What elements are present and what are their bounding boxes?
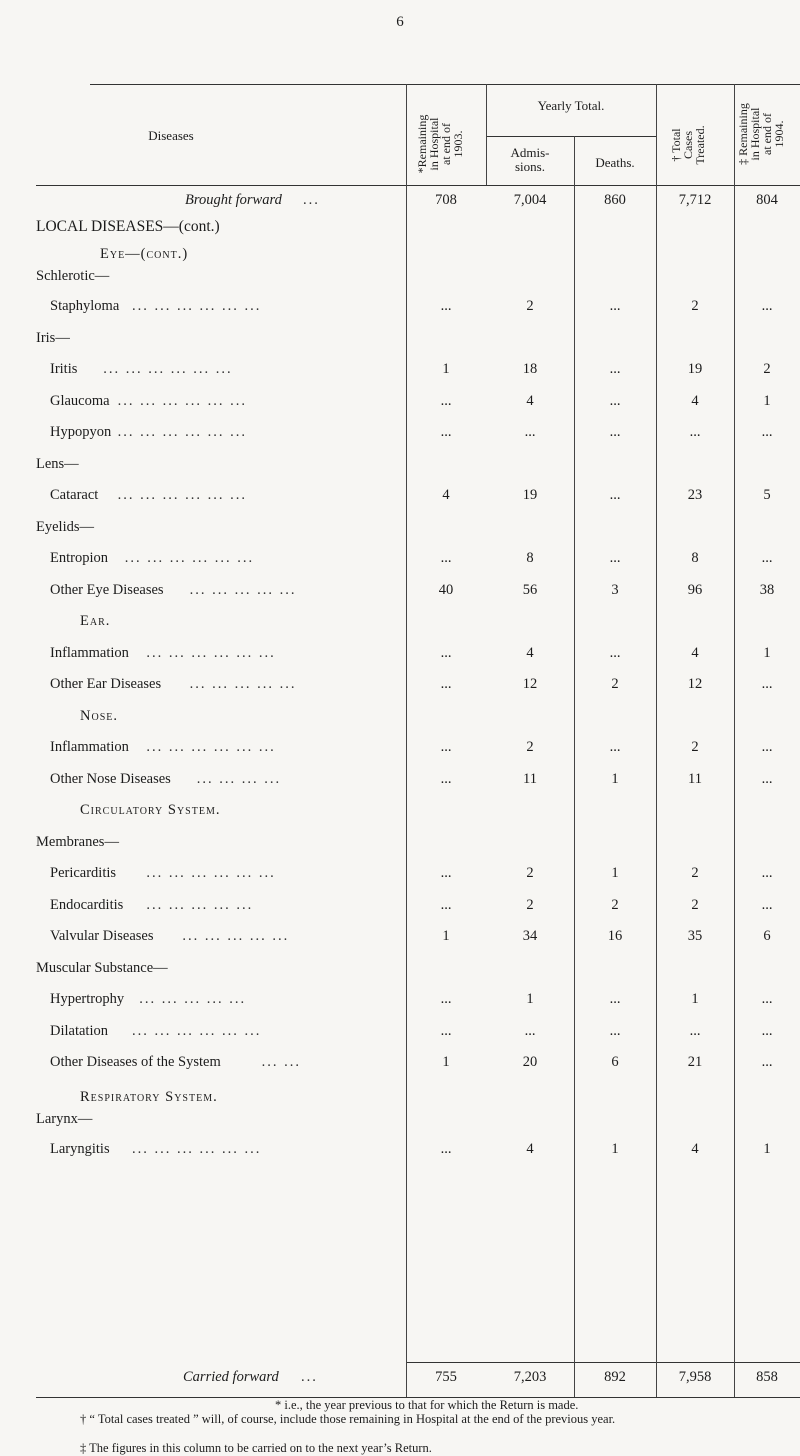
cell-value: 4	[526, 393, 534, 409]
row-label: Inflammation	[50, 739, 129, 755]
cell-value: ...	[761, 1023, 773, 1039]
row-label: Pericarditis	[50, 865, 117, 881]
row-label: Muscular Substance—	[36, 960, 168, 976]
cell-value: 19	[522, 487, 538, 503]
cell-value: ...	[440, 676, 452, 692]
cell-value: 35	[687, 928, 703, 944]
cell-value: ...	[609, 1023, 621, 1039]
cell-value: 1	[763, 393, 771, 409]
cell-value: 96	[687, 582, 703, 598]
cell-value: 16	[607, 928, 623, 944]
cell-value: 858	[756, 1369, 778, 1385]
row-label: Entropion	[50, 550, 108, 566]
cell-value: ...	[761, 771, 773, 787]
leader-dots: ... ... ... ... ... ...	[146, 865, 276, 881]
row-label: Cataract	[50, 487, 99, 503]
leader-dots: ... ...	[261, 1054, 301, 1070]
row-label: Dilatation	[50, 1023, 108, 1039]
footnote-3: ‡ The figures in this column to be carried on to the next year’s Return.	[80, 1441, 432, 1455]
row-label: Eyelids—	[36, 519, 94, 535]
table-row	[0, 519, 800, 539]
leader-dots: ... ... ... ... ... ...	[117, 424, 247, 440]
row-label: Respiratory System.	[80, 1089, 218, 1105]
row-label: Hypopyon	[50, 424, 112, 440]
row-label: Glaucoma	[50, 393, 110, 409]
cell-value: ...	[440, 739, 452, 755]
row-label: Iritis	[50, 361, 78, 377]
leader-dots: ... ... ... ...	[196, 771, 282, 787]
cell-value: 4	[691, 645, 699, 661]
leader-dots: ... ... ... ... ... ...	[103, 361, 233, 377]
row-label: Staphyloma	[50, 298, 120, 314]
row-label: Iris—	[36, 330, 70, 346]
row-label: Membranes—	[36, 834, 119, 850]
table-row	[0, 192, 800, 212]
header-remaining-end: ‡ Remaining in Hospital at end of 1904.	[736, 103, 786, 165]
cell-value: 1	[442, 361, 450, 377]
cell-value: 3	[611, 582, 619, 598]
table-row	[0, 676, 800, 696]
cell-value: 860	[604, 192, 626, 208]
cell-value: 56	[522, 582, 538, 598]
row-label: Other Ear Diseases	[50, 676, 162, 692]
table-row	[0, 424, 800, 444]
cell-value: ...	[440, 865, 452, 881]
table-row	[0, 268, 800, 288]
cell-value: 7,004	[513, 192, 547, 208]
header-diseases: Diseases	[148, 128, 194, 143]
cell-value: ...	[609, 361, 621, 377]
table-row	[0, 1141, 800, 1161]
page-number: 6	[396, 14, 404, 30]
cell-value: ...	[609, 991, 621, 1007]
cell-value: ...	[440, 393, 452, 409]
cell-value: 1	[691, 991, 699, 1007]
header-admissions: Admis- sions.	[510, 145, 550, 174]
cell-value: 1	[442, 928, 450, 944]
cell-value: 2	[691, 897, 699, 913]
cell-value: 1	[611, 865, 619, 881]
row-label: Brought forward	[185, 192, 282, 208]
leader-dots: ... ... ... ... ... ...	[132, 298, 262, 314]
table-row	[0, 218, 800, 238]
row-label: Other Nose Diseases	[50, 771, 171, 787]
row-label: Other Diseases of the System	[50, 1054, 221, 1070]
leader-dots: ... ... ... ... ... ...	[124, 550, 255, 566]
cell-value: ...	[440, 550, 452, 566]
cell-value: 4	[442, 487, 450, 503]
table-row	[0, 834, 800, 854]
cell-value: 1	[763, 645, 771, 661]
table-row	[0, 991, 800, 1011]
cell-value: ...	[609, 739, 621, 755]
cell-value: ...	[689, 424, 701, 440]
table-row	[0, 960, 800, 980]
cell-value: 8	[691, 550, 699, 566]
cell-value: ...	[440, 298, 452, 314]
leader-dots: ... ... ... ... ...	[146, 897, 254, 913]
cell-value: 2	[611, 897, 619, 913]
footnote-2: † “ Total cases treated ” will, of course, include those remaining in Hospital at the end of the previous year.	[80, 1412, 616, 1426]
cell-value: ...	[761, 676, 773, 692]
cell-value: 12	[522, 676, 538, 692]
cell-value: ...	[761, 1054, 773, 1070]
table-row	[0, 1369, 800, 1389]
leader-dots: ... ... ... ... ...	[182, 928, 290, 944]
cell-value: 5	[763, 487, 771, 503]
cell-value: ...	[609, 424, 621, 440]
row-label: Circulatory System.	[80, 802, 221, 818]
leader-dots: ... ... ... ... ... ...	[117, 393, 247, 409]
cell-value: ...	[524, 424, 536, 440]
header-remaining-start: *Remaining in Hospital at end of 1903.	[415, 114, 465, 174]
leader-dots: ... ... ... ... ...	[189, 582, 297, 598]
row-label: Endocarditis	[50, 897, 124, 913]
cell-value: 4	[691, 393, 699, 409]
table-row	[0, 1111, 800, 1131]
cell-value: ...	[761, 424, 773, 440]
cell-value: 1	[526, 991, 534, 1007]
cell-value: ...	[440, 991, 452, 1007]
table-row	[0, 865, 800, 885]
footnote-1: * i.e., the year previous to that for which the Return is made.	[275, 1398, 579, 1412]
table-row	[0, 487, 800, 507]
cell-value: ...	[609, 550, 621, 566]
cell-value: 2	[691, 298, 699, 314]
leader-dots: ...	[303, 192, 320, 208]
cell-value: 7,958	[678, 1369, 712, 1385]
cell-value: ...	[440, 771, 452, 787]
cell-value: 755	[435, 1369, 457, 1385]
cell-value: ...	[440, 1141, 452, 1157]
header-total-cases: † Total Cases Treated.	[669, 125, 707, 165]
cell-value: 1	[442, 1054, 450, 1070]
cell-value: ...	[609, 645, 621, 661]
row-label: Nose.	[80, 708, 118, 724]
cell-value: 6	[763, 928, 771, 944]
row-label: Lens—	[36, 456, 79, 472]
table-row	[0, 928, 800, 948]
leader-dots: ... ... ... ... ...	[139, 991, 247, 1007]
row-label: Hypertrophy	[50, 991, 125, 1007]
leader-dots: ... ... ... ... ...	[189, 676, 297, 692]
cell-value: 2	[526, 298, 534, 314]
table-row	[0, 897, 800, 917]
table-row	[0, 613, 800, 633]
leader-dots: ... ... ... ... ... ...	[132, 1141, 262, 1157]
cell-value: 40	[438, 582, 454, 598]
cell-value: 11	[523, 771, 537, 787]
cell-value: 21	[687, 1054, 703, 1070]
row-label: Schlerotic—	[36, 268, 110, 284]
cell-value: ...	[761, 739, 773, 755]
cell-value: 11	[688, 771, 702, 787]
cell-value: 1	[611, 771, 619, 787]
leader-dots: ... ... ... ... ... ...	[117, 487, 247, 503]
table-row	[0, 550, 800, 570]
cell-value: 4	[691, 1141, 699, 1157]
cell-value: ...	[761, 865, 773, 881]
table-row	[0, 361, 800, 381]
table-row	[0, 771, 800, 791]
table-row	[0, 739, 800, 759]
cell-value: ...	[609, 298, 621, 314]
table-row	[0, 456, 800, 476]
table-row	[0, 393, 800, 413]
leader-dots: ... ... ... ... ... ...	[132, 1023, 262, 1039]
cell-value: 12	[687, 676, 703, 692]
cell-value: 23	[687, 487, 703, 503]
leader-dots: ... ... ... ... ... ...	[146, 739, 276, 755]
row-label: Inflammation	[50, 645, 129, 661]
column-rule-3	[574, 136, 575, 1397]
cell-value: 18	[522, 361, 538, 377]
table-top-rule	[90, 84, 800, 85]
cell-value: 7,203	[513, 1369, 547, 1385]
leader-dots: ...	[301, 1369, 318, 1385]
table-row	[0, 802, 800, 822]
cell-value: 2	[691, 739, 699, 755]
cell-value: 4	[526, 1141, 534, 1157]
row-label: Other Eye Diseases	[50, 582, 164, 598]
subheader-rule	[486, 136, 656, 137]
cell-value: ...	[440, 897, 452, 913]
cell-value: ...	[761, 298, 773, 314]
cell-value: 708	[435, 192, 457, 208]
cell-value: ...	[761, 991, 773, 1007]
cell-value: 2	[691, 865, 699, 881]
cell-value: ...	[609, 487, 621, 503]
table-row	[0, 246, 800, 266]
cell-value: 8	[526, 550, 534, 566]
cell-value: 6	[611, 1054, 619, 1070]
row-label: Carried forward	[183, 1369, 279, 1385]
table-row	[0, 582, 800, 602]
cell-value: ...	[440, 424, 452, 440]
cell-value: ...	[524, 1023, 536, 1039]
total-top-rule	[406, 1362, 800, 1363]
cell-value: 892	[604, 1369, 626, 1385]
cell-value: ...	[689, 1023, 701, 1039]
row-label: Larynx—	[36, 1111, 93, 1127]
row-label: Valvular Diseases	[50, 928, 154, 944]
table-row	[0, 1023, 800, 1043]
cell-value: ...	[440, 1023, 452, 1039]
table-row	[0, 1089, 800, 1109]
leader-dots: ... ... ... ... ... ...	[146, 645, 276, 661]
table-row	[0, 645, 800, 665]
cell-value: 20	[522, 1054, 538, 1070]
table-row	[0, 1054, 800, 1074]
cell-value: 2	[526, 739, 534, 755]
cell-value: 38	[759, 582, 775, 598]
cell-value: 4	[526, 645, 534, 661]
cell-value: 2	[611, 676, 619, 692]
cell-value: ...	[761, 550, 773, 566]
cell-value: ...	[609, 393, 621, 409]
row-label: Laryngitis	[50, 1141, 110, 1157]
table-row	[0, 708, 800, 728]
cell-value: 2	[763, 361, 771, 377]
cell-value: 34	[522, 928, 538, 944]
cell-value: ...	[761, 897, 773, 913]
cell-value: 2	[526, 897, 534, 913]
row-label: Ear.	[80, 613, 111, 629]
cell-value: 1	[763, 1141, 771, 1157]
cell-value: 7,712	[678, 192, 712, 208]
cell-value: 2	[526, 865, 534, 881]
cell-value: 1	[611, 1141, 619, 1157]
table-row	[0, 298, 800, 318]
cell-value: 804	[756, 192, 778, 208]
header-deaths: Deaths.	[595, 155, 635, 170]
cell-value: 19	[687, 361, 703, 377]
row-label: Eye—(cont.)	[100, 246, 189, 262]
table-row	[0, 330, 800, 350]
row-label: LOCAL DISEASES—(cont.)	[36, 218, 220, 235]
header-yearly-total: Yearly Total.	[537, 98, 605, 113]
cell-value: ...	[440, 645, 452, 661]
